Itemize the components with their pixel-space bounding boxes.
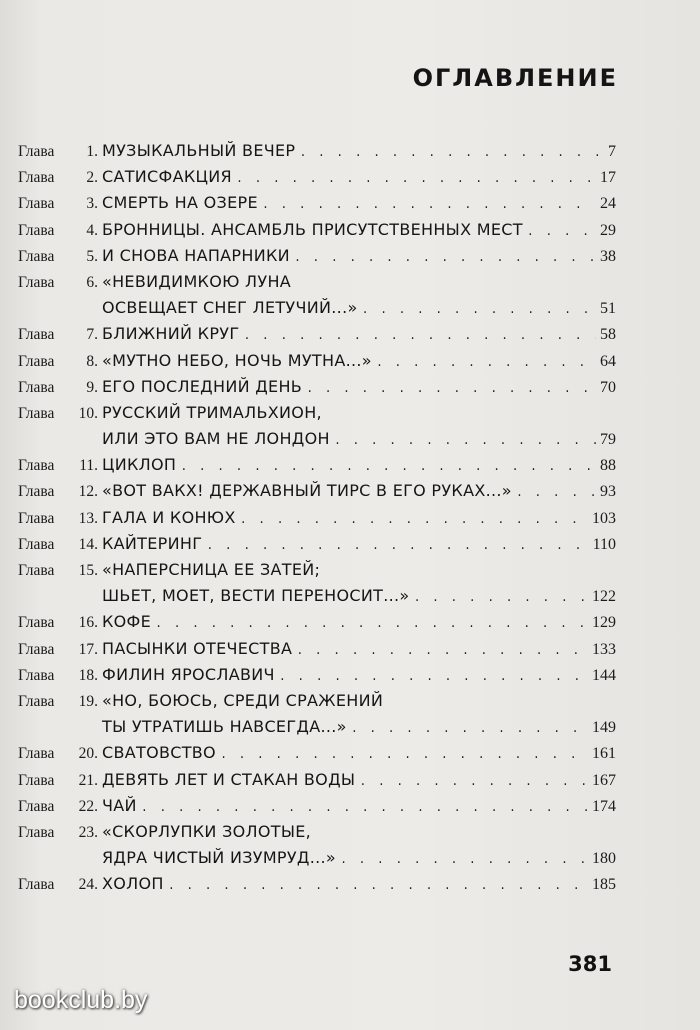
toc-line <box>18 505 616 531</box>
chapter-page-number: 38 <box>600 247 616 265</box>
chapter-label: Глава <box>18 771 55 789</box>
dot-leader <box>206 533 588 559</box>
toc-entry <box>18 138 616 164</box>
chapter-number: 3. <box>86 195 98 213</box>
watermark: bookclub.by <box>14 986 148 1014</box>
toc-line <box>18 348 616 374</box>
chapter-label: Глава <box>18 823 55 841</box>
chapter-title: РУССКИЙ ТРИМАЛЬХИОН, <box>102 402 322 422</box>
chapter-label: Глава <box>18 352 55 370</box>
dot-leader <box>362 297 596 323</box>
dot-leader <box>340 847 588 873</box>
dot-leader <box>279 664 588 690</box>
chapter-number: 23. <box>78 823 98 841</box>
chapter-page-number: 129 <box>592 614 616 632</box>
toc-line <box>18 740 616 766</box>
dot-leader <box>262 192 596 218</box>
chapter-title: БЛИЖНИЙ КРУГ <box>102 324 240 344</box>
chapter-page-number: 51 <box>600 300 616 318</box>
toc-line <box>18 714 616 740</box>
chapter-label: Глава <box>18 483 55 501</box>
chapter-number: 22. <box>78 797 98 815</box>
chapter-title: «НО, БОЮСЬ, СРЕДИ СРАЖЕНИЙ <box>102 690 384 710</box>
chapter-number: 9. <box>86 378 98 396</box>
toc-line <box>18 767 616 793</box>
chapter-title: МУЗЫКАЛЬНЫЙ ВЕЧЕР <box>102 141 296 160</box>
chapter-title: «НЕВИДИМКОЮ ЛУНА <box>102 271 292 291</box>
toc-line <box>18 321 616 347</box>
dot-leader <box>376 350 596 376</box>
chapter-page-number: 174 <box>592 797 616 815</box>
toc-line <box>18 531 616 557</box>
chapter-number: 6. <box>86 273 98 291</box>
toc-line <box>18 845 616 871</box>
chapter-page-number: 79 <box>600 431 616 449</box>
chapter-title: СВАТОВСТВО <box>102 743 216 763</box>
dot-leader <box>236 166 596 192</box>
toc-line <box>18 819 616 845</box>
chapter-label: Глава <box>18 326 55 344</box>
toc-line <box>18 295 616 321</box>
chapter-title: ПАСЫНКИ ОТЕЧЕСТВА <box>102 638 293 658</box>
dot-leader <box>155 611 588 637</box>
chapter-number: 14. <box>78 535 98 553</box>
chapter-title: ОСВЕЩАЕТ СНЕГ ЛЕТУЧИЙ...» <box>102 298 358 318</box>
chapter-page-number: 149 <box>592 719 616 737</box>
dot-leader <box>306 376 596 402</box>
dot-leader <box>359 769 588 795</box>
chapter-title: ДЕВЯТЬ ЛЕТ И СТАКАН ВОДЫ <box>102 769 356 789</box>
chapter-label: Глава <box>18 457 55 475</box>
chapter-title: ШЬЕТ, МОЕТ, ВЕСТИ ПЕРЕНОСИТ...» <box>102 586 410 606</box>
toc-line <box>18 636 616 662</box>
chapter-title: «СКОРЛУПКИ ЗОЛОТЫЕ, <box>102 821 312 841</box>
dot-leader <box>296 638 588 664</box>
chapter-label: Глава <box>18 143 55 160</box>
chapter-label: Глава <box>18 247 55 265</box>
page-title: ОГЛАВЛЕНИЕ <box>412 64 618 92</box>
toc-entry <box>18 400 616 452</box>
chapter-label: Глава <box>18 273 55 291</box>
chapter-page-number: 185 <box>592 876 616 894</box>
toc-entry <box>18 478 616 504</box>
chapter-label: Глава <box>18 614 55 632</box>
dot-leader <box>299 140 598 166</box>
chapter-page-number: 88 <box>600 457 616 475</box>
chapter-page-number: 122 <box>592 588 616 606</box>
chapter-number: 2. <box>86 169 98 187</box>
chapter-label: Глава <box>18 509 55 527</box>
chapter-number: 12. <box>78 483 98 501</box>
chapter-label: Глава <box>18 640 55 658</box>
toc-entry <box>18 767 616 793</box>
chapter-number: 8. <box>86 352 98 370</box>
chapter-title: «МУТНО НЕБО, НОЧЬ МУТНА...» <box>102 350 372 370</box>
dot-leader <box>334 428 596 454</box>
chapter-title: ТЫ УТРАТИШЬ НАВСЕГДА...» <box>102 717 347 737</box>
chapter-number: 20. <box>78 745 98 763</box>
toc-entry <box>18 557 616 609</box>
toc-entry <box>18 190 616 216</box>
toc-line <box>18 662 616 688</box>
chapter-number: 17. <box>78 640 98 658</box>
toc-entry <box>18 871 616 897</box>
chapter-label: Глава <box>18 221 55 239</box>
chapter-label: Глава <box>18 169 55 187</box>
chapter-page-number: 64 <box>600 352 616 370</box>
toc-entry <box>18 374 616 400</box>
chapter-page-number: 17 <box>600 169 616 187</box>
chapter-title: И СНОВА НАПАРНИКИ <box>102 245 290 265</box>
toc-entry <box>18 793 616 819</box>
chapter-number: 15. <box>78 562 98 579</box>
page-number: 381 <box>568 952 612 976</box>
chapter-label: Глава <box>18 666 55 684</box>
chapter-label: Глава <box>18 745 55 763</box>
chapter-title: ЕГО ПОСЛЕДНИЙ ДЕНЬ <box>102 376 303 396</box>
toc-line <box>18 217 616 243</box>
toc-line <box>18 452 616 478</box>
toc-entry <box>18 348 616 374</box>
dot-leader <box>180 454 596 480</box>
dot-leader <box>141 795 588 821</box>
toc-entry <box>18 662 616 688</box>
chapter-title: БРОННИЦЫ. АНСАМБЛЬ ПРИСУТСТВЕННЫХ МЕСТ <box>102 219 523 239</box>
chapter-title: ХОЛОП <box>102 874 164 894</box>
chapter-page-number: 133 <box>592 640 616 658</box>
toc-line <box>18 400 616 426</box>
chapter-number: 10. <box>78 404 98 422</box>
dot-leader <box>351 716 588 742</box>
chapter-title: ЯДРА ЧИСТЫЙ ИЗУМРУД...» <box>102 848 336 868</box>
toc-line <box>18 269 616 295</box>
chapter-page-number: 29 <box>600 221 616 239</box>
toc-entry <box>18 321 616 347</box>
toc-entry <box>18 452 616 478</box>
chapter-page-number: 7 <box>608 143 616 160</box>
chapter-label: Глава <box>18 195 55 213</box>
chapter-number: 21. <box>78 771 98 789</box>
chapter-page-number: 110 <box>592 535 616 553</box>
toc-line <box>18 557 616 583</box>
chapter-title: ЧАЙ <box>102 795 137 815</box>
toc-entry <box>18 636 616 662</box>
chapter-page-number: 70 <box>600 378 616 396</box>
chapter-page-number: 180 <box>592 850 616 868</box>
chapter-page-number: 93 <box>600 483 616 501</box>
chapter-title: КОФЕ <box>102 612 152 632</box>
chapter-label: Глава <box>18 404 55 422</box>
toc-line <box>18 164 616 190</box>
toc-entry <box>18 688 616 740</box>
chapter-label: Глава <box>18 535 55 553</box>
chapter-label: Глава <box>18 378 55 396</box>
chapter-number: 4. <box>86 221 98 239</box>
toc-entry <box>18 609 616 635</box>
chapter-label: Глава <box>18 692 55 710</box>
chapter-number: 5. <box>86 247 98 265</box>
toc-line <box>18 138 616 164</box>
dot-leader <box>516 480 596 506</box>
toc-line <box>18 688 616 714</box>
toc-line <box>18 426 616 452</box>
dot-leader <box>240 507 588 533</box>
chapter-label: Глава <box>18 562 55 579</box>
toc-entry <box>18 819 616 871</box>
chapter-title: ЦИКЛОП <box>102 455 177 475</box>
chapter-page-number: 24 <box>600 195 616 213</box>
toc-entry <box>18 243 616 269</box>
chapter-page-number: 58 <box>600 326 616 344</box>
chapter-number: 7. <box>86 326 98 344</box>
chapter-page-number: 161 <box>592 745 616 763</box>
chapter-label: Глава <box>18 797 55 815</box>
chapter-page-number: 144 <box>592 666 616 684</box>
chapter-number: 1. <box>86 143 98 160</box>
dot-leader <box>168 873 588 899</box>
chapter-page-number: 167 <box>592 771 616 789</box>
toc-line <box>18 243 616 269</box>
chapter-title: «НАПЕРСНИЦА ЕЕ ЗАТЕЙ; <box>102 560 321 579</box>
dot-leader <box>413 585 588 611</box>
chapter-title: ГАЛА И КОНЮХ <box>102 507 236 527</box>
toc-entry <box>18 269 616 321</box>
chapter-number: 19. <box>78 692 98 710</box>
chapter-title: «ВОТ ВАКХ! ДЕРЖАВНЫЙ ТИРС В ЕГО РУКАХ...» <box>102 481 512 501</box>
toc-line <box>18 793 616 819</box>
toc-line <box>18 190 616 216</box>
chapter-number: 11. <box>79 457 98 475</box>
toc-entry <box>18 217 616 243</box>
toc-entry <box>18 505 616 531</box>
chapter-title: ФИЛИН ЯРОСЛАВИЧ <box>102 664 275 684</box>
chapter-number: 16. <box>78 614 98 632</box>
toc-line <box>18 871 616 897</box>
dot-leader <box>294 245 596 271</box>
toc-line <box>18 374 616 400</box>
chapter-title: ИЛИ ЭТО ВАМ НЕ ЛОНДОН <box>102 429 330 449</box>
toc-entry <box>18 164 616 190</box>
dot-leader <box>243 323 596 349</box>
toc-entry <box>18 531 616 557</box>
toc-line <box>18 609 616 635</box>
chapter-number: 18. <box>78 666 98 684</box>
table-of-contents <box>18 138 616 897</box>
chapter-page-number: 103 <box>592 509 616 527</box>
chapter-number: 24. <box>78 876 98 894</box>
chapter-title: САТИСФАКЦИЯ <box>102 167 232 187</box>
chapter-label: Глава <box>18 876 55 894</box>
chapter-title: СМЕРТЬ НА ОЗЕРЕ <box>102 193 258 213</box>
dot-leader <box>220 742 588 768</box>
toc-line <box>18 478 616 504</box>
chapter-number: 13. <box>78 509 98 527</box>
toc-entry <box>18 740 616 766</box>
dot-leader <box>527 219 596 245</box>
toc-line <box>18 583 616 609</box>
chapter-title: КАЙТЕРИНГ <box>102 533 203 553</box>
